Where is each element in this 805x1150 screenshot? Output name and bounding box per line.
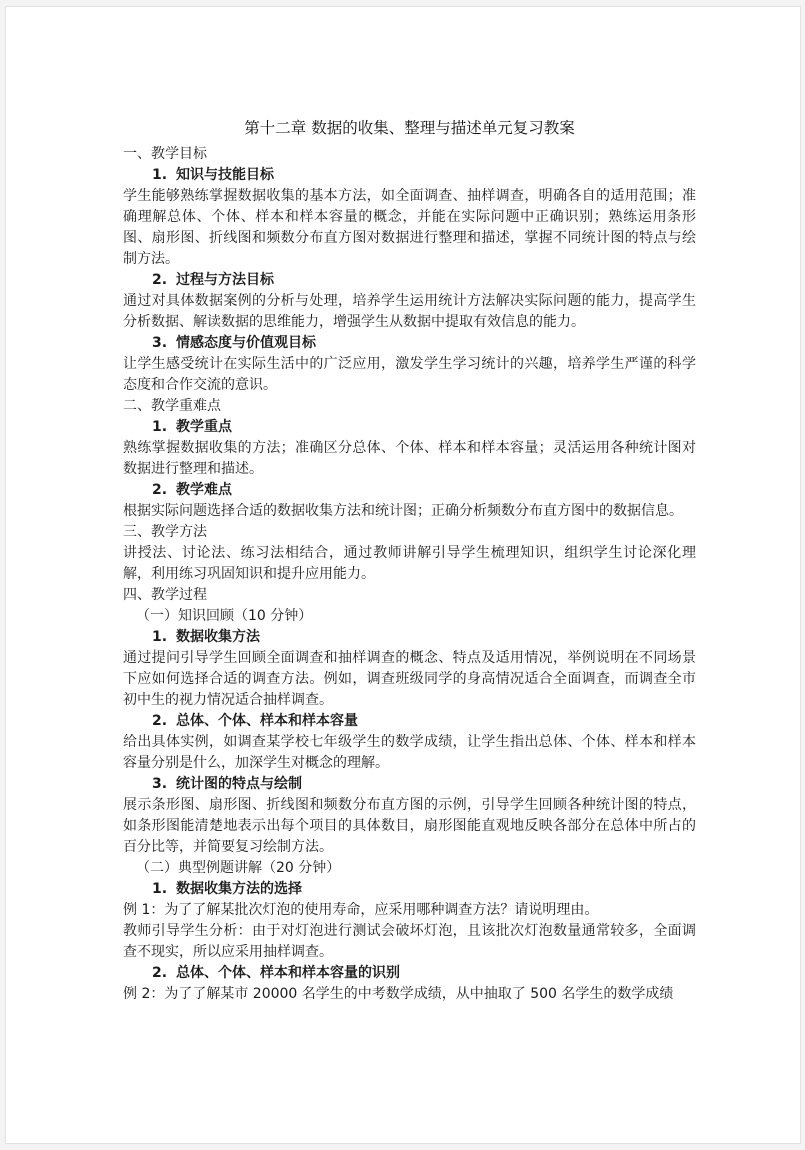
item-number: 2. — [152, 272, 168, 288]
subheading-key-point — [123, 417, 696, 438]
document-title: 第十二章 数据的收集、整理与描述单元复习教案 — [244, 119, 575, 137]
item-label: 情感态度与价值观目标 — [176, 335, 316, 351]
section-heading-process: 四、教学过程 — [123, 587, 207, 603]
item-number: 3. — [152, 776, 168, 792]
paragraph-population-sample: 给出具体实例，如调查某学校七年级学生的数学成绩，让学生指出总体、个体、样本和样本容量分别是什么，加深学生对概念的理解。 — [123, 734, 696, 771]
item-label: 总体、个体、样本和样本容量 — [176, 713, 358, 729]
item-number: 1. — [152, 167, 168, 183]
subheading-process-method — [123, 270, 696, 291]
paragraph-knowledge-skills: 学生能够熟练掌握数据收集的基本方法，如全面调查、抽样调查，明确各自的适用范围；准确理解总体、个体、样本和样本容量的概念，并能在实际问题中正确识别；熟练运用条形图、扇形图、折线图和频数分布直方图对数据进行整理和描述，掌握不同统计图的特点与绘制方法。 — [123, 188, 696, 267]
subheading-collection-methods — [123, 627, 696, 648]
paragraph-statistical-charts: 展示条形图、扇形图、折线图和频数分布直方图的示例，引导学生回顾各种统计图的特点，如条形图能清楚地表示出每个项目的具体数目，扇形图能直观地反映各部分在总体中所占的百分比等，并简要复习绘制方法。 — [123, 797, 696, 855]
item-number: 2. — [152, 713, 168, 729]
item-label: 知识与技能目标 — [176, 167, 274, 183]
item-label: 数据收集方法的选择 — [176, 881, 302, 897]
section-heading-key-points: 二、教学重难点 — [123, 398, 221, 414]
item-number: 1. — [152, 881, 168, 897]
example-1: 例 1：为了了解某批次灯泡的使用寿命，应采用哪种调查方法？请说明理由。 — [123, 902, 599, 918]
paragraph-emotion-values: 让学生感受统计在实际生活中的广泛应用，激发学生学习统计的兴趣，培养学生严谨的科学态度和合作交流的意识。 — [123, 356, 696, 393]
section-heading-goals: 一、教学目标 — [123, 146, 207, 162]
item-label: 数据收集方法 — [176, 629, 260, 645]
document-body — [123, 117, 696, 1005]
document-page — [5, 6, 801, 1144]
part-heading-examples: （二）典型例题讲解（20 分钟） — [136, 860, 341, 876]
example-1-analysis: 教师引导学生分析：由于对灯泡进行测试会破坏灯泡，且该批次灯泡数量通常较多，全面调查不现实，所以应采用抽样调查。 — [123, 923, 696, 960]
paragraph-key-point: 熟练掌握数据收集的方法；准确区分总体、个体、样本和样本容量；灵活运用各种统计图对数据进行整理和描述。 — [123, 440, 696, 477]
item-label: 统计图的特点与绘制 — [176, 776, 302, 792]
subheading-difficult-point — [123, 480, 696, 501]
paragraph-collection-methods: 通过提问引导学生回顾全面调查和抽样调查的概念、特点及适用情况，举例说明在不同场景下应如何选择合适的调查方法。例如，调查班级同学的身高情况适合全面调查，而调查全市初中生的视力情况适合抽样调查。 — [123, 650, 696, 708]
item-label: 教学重点 — [176, 419, 232, 435]
item-label: 过程与方法目标 — [176, 272, 274, 288]
subheading-concept-identification — [123, 963, 696, 984]
item-number: 3. — [152, 335, 168, 351]
paragraph-difficult-point: 根据实际问题选择合适的数据收集方法和统计图；正确分析频数分布直方图中的数据信息。 — [123, 503, 683, 519]
subheading-method-selection — [123, 879, 696, 900]
subheading-statistical-charts — [123, 774, 696, 795]
paragraph-methods: 讲授法、讨论法、练习法相结合，通过教师讲解引导学生梳理知识，组织学生讨论深化理解，利用练习巩固知识和提升应用能力。 — [123, 545, 696, 582]
part-heading-review: （一）知识回顾（10 分钟） — [136, 608, 313, 624]
item-number: 1. — [152, 419, 168, 435]
section-heading-methods: 三、教学方法 — [123, 524, 207, 540]
item-label: 教学难点 — [176, 482, 232, 498]
item-number: 2. — [152, 965, 168, 981]
example-2: 例 2：为了了解某市 20000 名学生的中考数学成绩，从中抽取了 500 名学生的数学成绩 — [123, 986, 674, 1002]
item-number: 2. — [152, 482, 168, 498]
paragraph-process-method: 通过对具体数据案例的分析与处理，培养学生运用统计方法解决实际问题的能力，提高学生分析数据、解读数据的思维能力，增强学生从数据中提取有效信息的能力。 — [123, 293, 696, 330]
subheading-knowledge-skills — [123, 165, 696, 186]
item-label: 总体、个体、样本和样本容量的识别 — [176, 965, 400, 981]
subheading-population-sample — [123, 711, 696, 732]
subheading-emotion-values — [123, 333, 696, 354]
item-number: 1. — [152, 629, 168, 645]
